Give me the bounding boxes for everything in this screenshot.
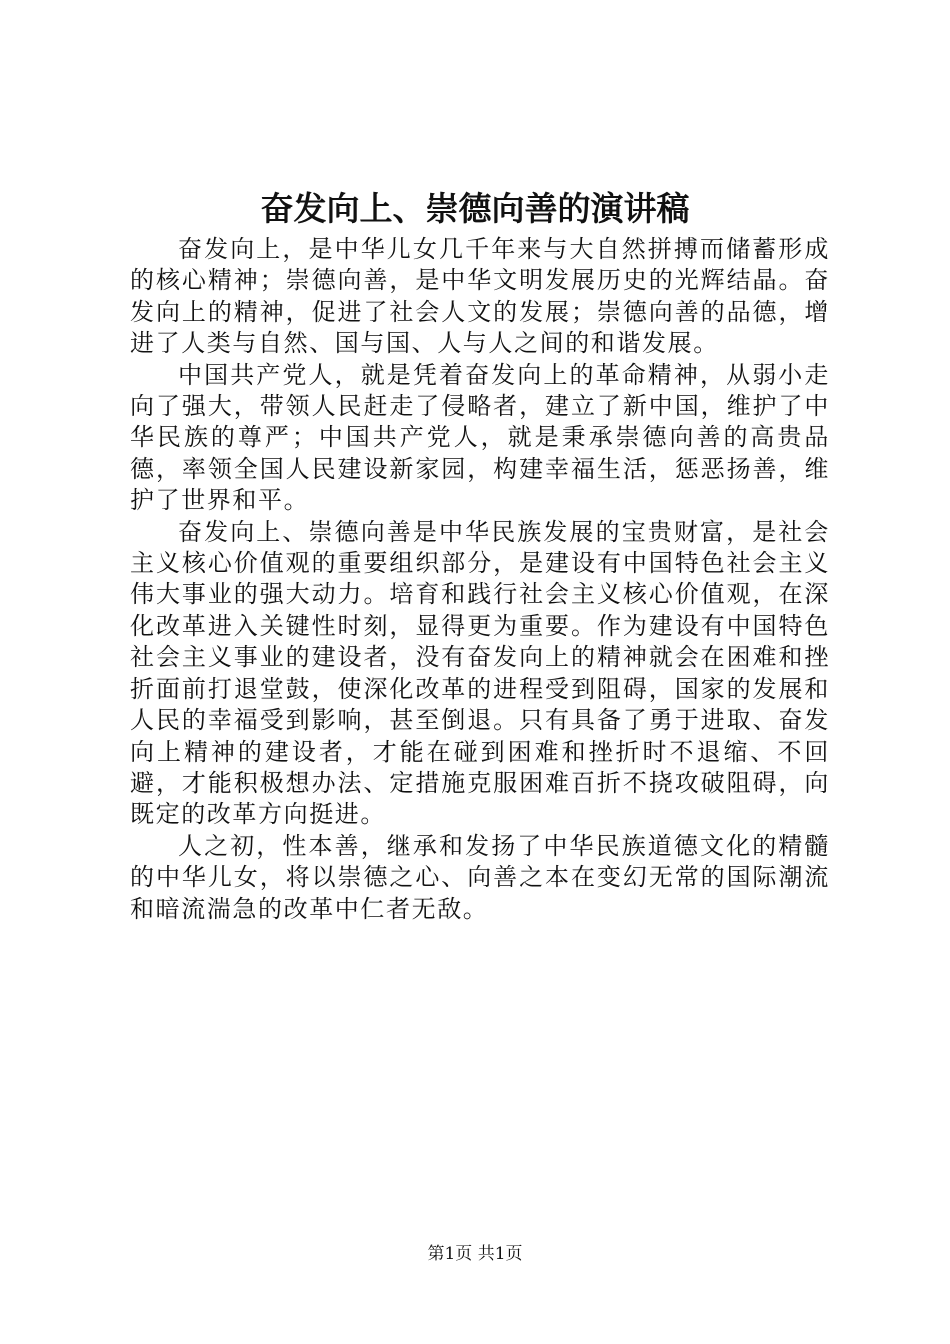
paragraph-1: 奋发向上，是中华儿女几千年来与大自然拼搏而储蓄形成的核心精神；崇德向善，是中华文明发展历史的光辉结晶。奋发向上的精神，促进了社会人文的发展；崇德向善的品德，增进了人类与自然、国与国、人与人之间的和谐发展。 xyxy=(130,235,830,358)
paragraph-4: 人之初，性本善，继承和发扬了中华民族道德文化的精髓的中华儿女，将以崇德之心、向善之本在变幻无常的国际潮流和暗流湍急的改革中仁者无敌。 xyxy=(130,831,830,923)
document-title: 奋发向上、崇德向善的演讲稿 xyxy=(260,189,690,228)
paragraph-2: 中国共产党人，就是凭着奋发向上的革命精神，从弱小走向了强大，带领人民赶走了侵略者，建立了新中国，维护了中华民族的尊严；中国共产党人，就是秉承崇德向善的高贵品德，率领全国人民建设新家园，构建幸福生活，惩恶扬善，维护了世界和平。 xyxy=(130,360,830,515)
page-number-footer: 第1页 共1页 xyxy=(427,1244,523,1264)
paragraph-3: 奋发向上、崇德向善是中华民族发展的宝贵财富，是社会主义核心价值观的重要组织部分，是建设有中国特色社会主义伟大事业的强大动力。培育和践行社会主义核心价值观，在深化改革进入关键性时刻，显得更为重要。作为建设有中国特色社会主义事业的建设者，没有奋发向上的精神就会在困难和挫折面前打退堂鼓，使深化改革的进程受到阻碍，国家的发展和人民的幸福受到影响，甚至倒退。只有具备了勇于进取、奋发向上精神的建设者，才能在碰到困难和挫折时不退缩、不回避，才能积极想办法、定措施克服困难百折不挠攻破阻碍，向既定的改革方向挺进。 xyxy=(130,517,830,829)
document-body xyxy=(130,234,830,925)
